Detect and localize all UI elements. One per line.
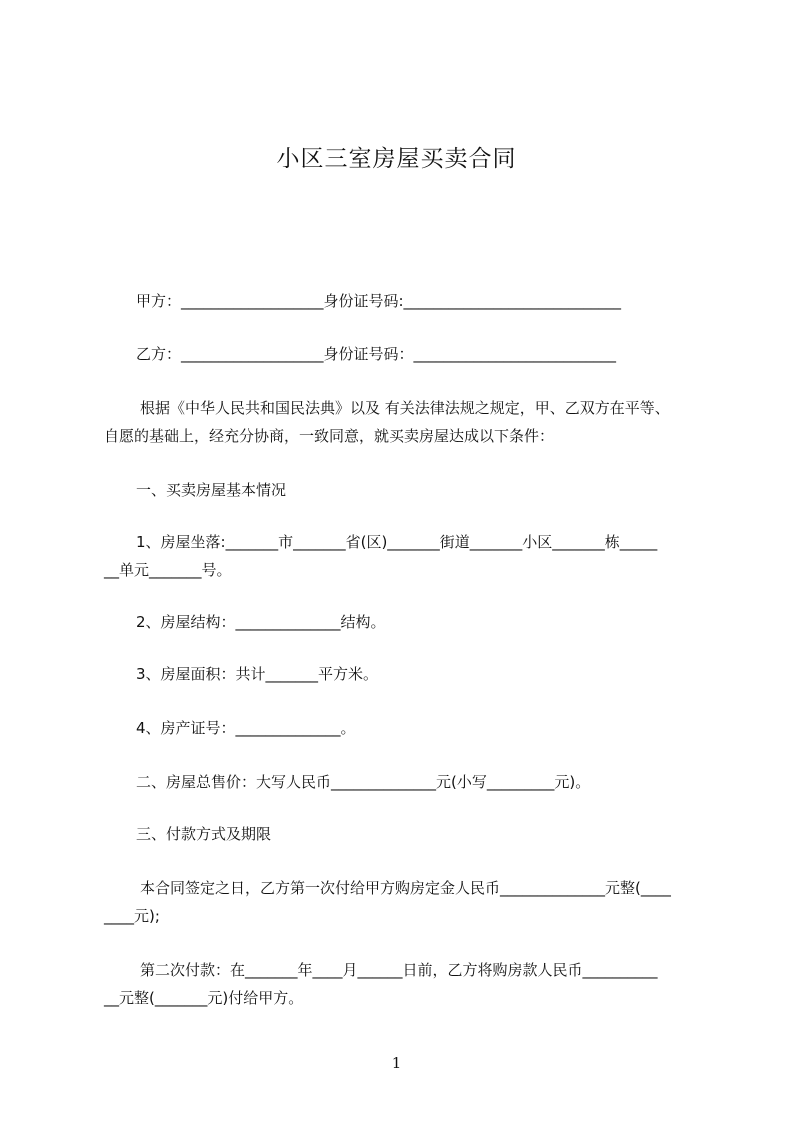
party-a-line: 甲方：___________________身份证号码:_____________________________ xyxy=(136,292,622,310)
house-location-line-1: 1、房屋坐落:_______市_______省(区)_______街道_______小区_______栋_____ xyxy=(136,533,658,551)
page-number: 1 xyxy=(391,1054,402,1072)
intro-paragraph-line-1: 根据《中华人民共和国民法典》以及 有关法律法规之规定，甲、乙双方在平等、 xyxy=(140,399,670,417)
section-1-heading: 一、买卖房屋基本情况 xyxy=(136,481,287,499)
first-payment-line-1: 本合同签定之日，乙方第一次付给甲方购房定金人民币______________元整(____ xyxy=(140,879,671,897)
house-area-line: 3、房屋面积：共计_______平方米。 xyxy=(136,665,379,683)
second-payment-line-2: __元整(_______元)付给甲方。 xyxy=(104,989,304,1007)
party-b-line: 乙方：___________________身份证号码：___________________________ xyxy=(136,345,617,363)
property-certificate-line: 4、房产证号：______________。 xyxy=(136,719,356,737)
section-2-heading: 二、房屋总售价：大写人民币______________元(小写_________元)。 xyxy=(136,773,591,791)
document-title: 小区三室房屋买卖合同 xyxy=(276,146,517,172)
first-payment-line-2: ____元); xyxy=(104,907,160,925)
second-payment-line-1: 第二次付款：在_______年____月______日前，乙方将购房款人民币__________ xyxy=(140,961,658,979)
house-structure-line: 2、房屋结构：______________结构。 xyxy=(136,613,386,631)
house-location-line-2: __单元_______号。 xyxy=(104,561,232,579)
section-3-heading: 三、付款方式及期限 xyxy=(136,825,272,843)
intro-paragraph-line-2: 自愿的基础上，经充分协商，一致同意，就买卖房屋达成以下条件： xyxy=(104,427,555,445)
